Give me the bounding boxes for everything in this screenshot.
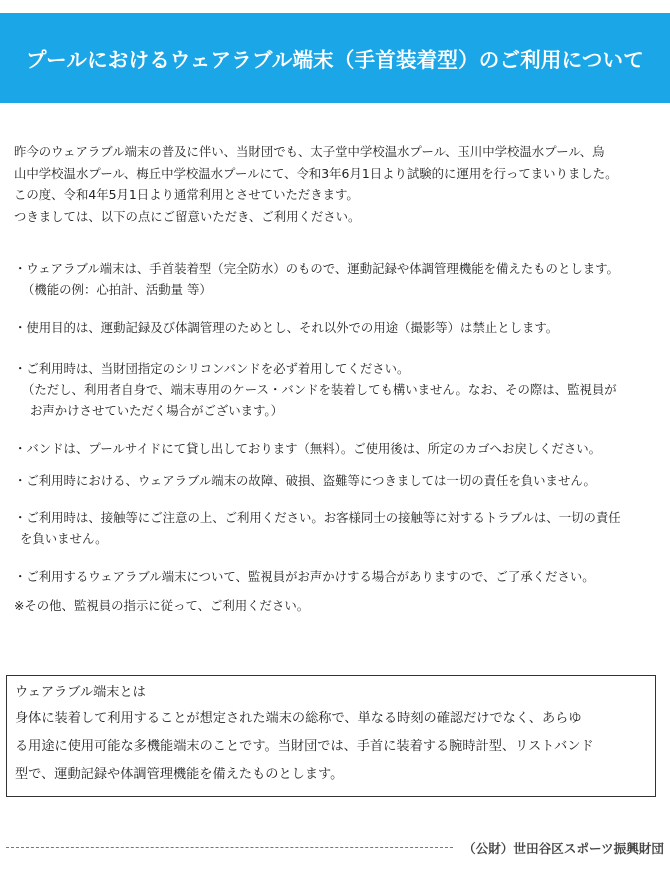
- rule-silicon-band: [14, 358, 664, 421]
- organization-name: （公財）世田谷区スポーツ振興財団: [463, 840, 664, 856]
- rule-band-lending: [14, 438, 664, 459]
- rule-text: ・ご利用するウェアラブル端末について、監視員がお声かけする場合がありますので、ご了承ください。: [14, 569, 595, 584]
- rule-text: ・使用目的は、運動記録及び体調管理のためとし、それ以外での用途（撮影等）は禁止とします。: [14, 320, 559, 335]
- rule-liability-damage: [14, 470, 664, 491]
- rule-purpose: [14, 317, 664, 338]
- intro-line: 昨今のウェアラブル端末の普及に伴い、当財団でも、太子堂中学校温水プール、玉川中学校温水プール、烏: [14, 144, 605, 159]
- rule-contact-caution: [14, 507, 664, 549]
- rule-note: （ただし、利用者自身で、端末専用のケース・バンドを装着しても構いません。なお、その際は、監視員が: [22, 382, 617, 397]
- rule-text: ・ご利用時は、当財団指定のシリコンバンドを必ず着用してください。: [14, 361, 410, 376]
- definition-title: ウェアラブル端末とは: [15, 685, 146, 700]
- rule-text: ※その他、監視員の指示に従って、ご利用ください。: [14, 598, 310, 613]
- rule-text: を負いません。: [20, 531, 108, 546]
- rule-text: ・ウェアラブル端末は、手首装着型（完全防水）のもので、運動記録や体調管理機能を備えたものとします。: [14, 261, 619, 276]
- intro-line: この度、令和4年5月1日より通常利用とさせていただきます。: [14, 187, 359, 202]
- title-banner: [0, 13, 670, 103]
- dashed-divider: [6, 847, 453, 848]
- rule-staff-instructions: [14, 595, 664, 616]
- definition-box: [6, 675, 656, 797]
- usage-rules-list: [14, 258, 664, 616]
- footer: [6, 835, 664, 859]
- rule-text: ・バンドは、プールサイドにて貸し出しております（無料）。ご使用後は、所定のカゴへお戻しください。: [14, 441, 602, 456]
- rule-note: （機能の例：心拍計、活動量 等）: [22, 282, 212, 297]
- page-title: プールにおけるウェアラブル端末（手首装着型）のご利用について: [26, 48, 644, 72]
- definition-line: 身体に装着して利用することが想定された端末の総称で、単なる時刻の確認だけでなく、あらゆ: [15, 711, 582, 726]
- definition-line: る用途に使用可能な多機能端末のことです。当財団では、手首に装着する腕時計型、リストバンド: [15, 739, 594, 754]
- rule-text: ・ご利用時は、接触等にご注意の上、ご利用ください。お客様同士の接触等に対するトラブルは、一切の責任: [14, 510, 621, 525]
- rule-text: ・ご利用時における、ウェアラブル端末の故障、破損、盗難等につきましては一切の責任を負いません。: [14, 473, 596, 488]
- intro-paragraph: [14, 141, 659, 227]
- rule-device-type: [14, 258, 664, 300]
- intro-line: 山中学校温水プール、梅丘中学校温水プールにて、令和3年6月1日より試験的に運用を行ってまいりました。: [14, 165, 618, 181]
- intro-line: つきましては、以下の点にご留意いただき、ご利用ください。: [14, 208, 361, 224]
- rule-note: お声かけさせていただく場合がございます。）: [30, 403, 284, 418]
- rule-staff-inquiry: [14, 566, 664, 587]
- definition-line: 型で、運動記録や体調管理機能を備えたものとします。: [15, 767, 344, 782]
